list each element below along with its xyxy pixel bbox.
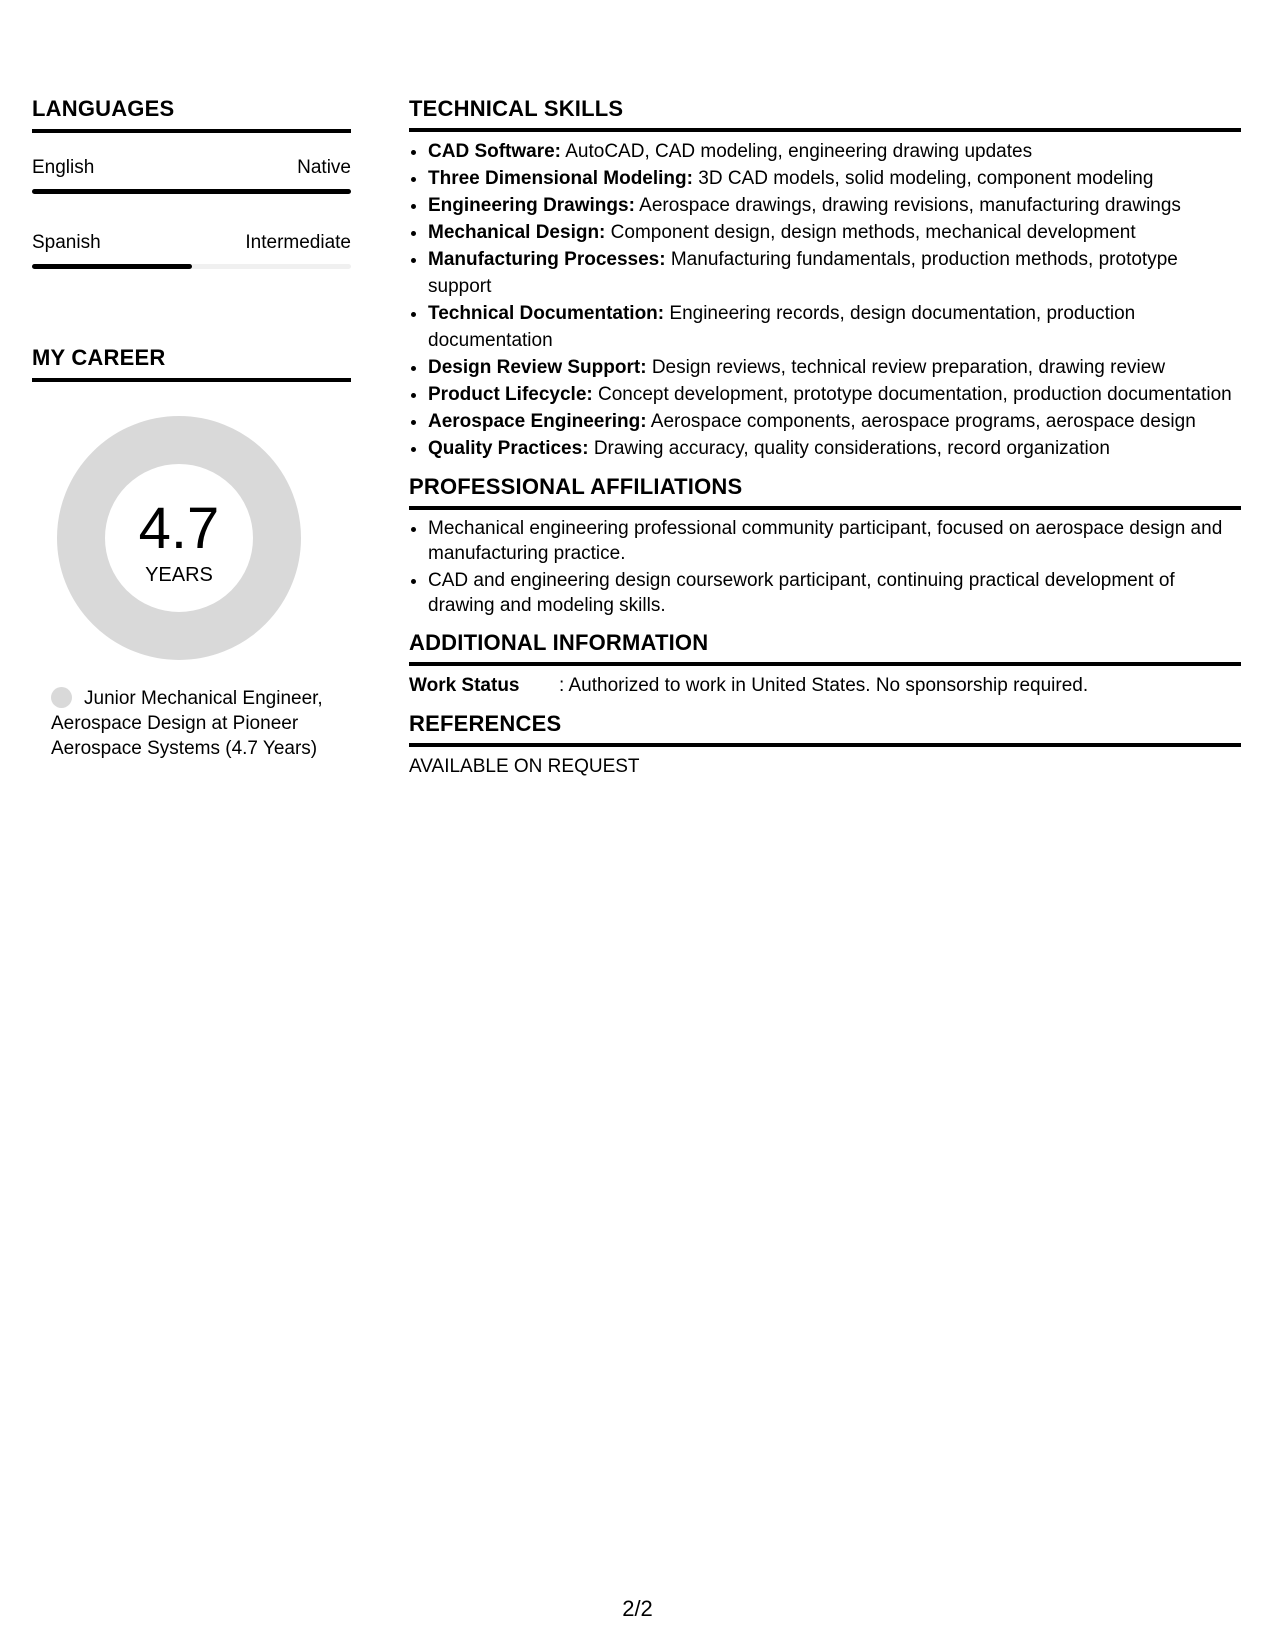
references-text: AVAILABLE ON REQUEST [409,756,640,777]
language-proficiency-bar [32,264,351,269]
list-item [428,246,1241,300]
references-section [409,711,1241,778]
technical-skills-section [409,96,1241,462]
skill-text: Concept development, prototype documentation, production documentation [598,384,1232,405]
list-item: • CAD and engineering design coursework participant, continuing practical development of drawing and modeling skills. [428,568,1241,618]
references-title: REFERENCES [409,711,1241,747]
skill-text: 3D CAD models, solid modeling, component modeling [698,168,1154,189]
language-name: English [32,157,95,178]
language-level: Native [297,157,351,178]
work-status-label: Work Status [409,675,520,696]
legend-swatch [51,687,72,708]
technical-skills-title: TECHNICAL SKILLS [409,96,1241,132]
skill-label: Technical Documentation: [428,303,665,324]
skill-text: Aerospace components, aerospace programs, aerospace design [650,411,1196,432]
right-column [409,96,1241,790]
career-total-years: 4.7 [138,496,220,561]
language-item-spanish [32,232,351,269]
skill-label: Product Lifecycle: [428,384,593,405]
skill-text: Aerospace drawings, drawing revisions, manufacturing drawings [639,195,1181,216]
skill-text: AutoCAD, CAD modeling, engineering drawing updates [565,141,1033,162]
career-legend [51,686,331,761]
work-status-row [409,673,1241,699]
technical-skills-list [409,138,1241,462]
list-item [428,219,1241,246]
language-level: Intermediate [245,232,351,253]
affiliations-title: PROFESSIONAL AFFILIATIONS [409,474,1241,510]
skill-text: Engineering records, design documentation, production documentation [428,303,1136,351]
language-item-english [32,157,351,194]
career-donut-chart [57,416,301,660]
skill-text: Manufacturing fundamentals, production methods, prototype support [428,249,1178,297]
skill-label: Engineering Drawings: [428,195,635,216]
list-item [428,354,1241,381]
list-item [428,138,1241,165]
skill-label: Mechanical Design: [428,222,606,243]
list-item [428,300,1241,354]
list-item [428,408,1241,435]
languages-section [32,96,351,269]
career-section [32,345,351,761]
page-number: 2/2 [622,1596,653,1621]
work-status-value: : Authorized to work in United States. No sponsorship required. [559,675,1089,696]
list-item [428,381,1241,408]
skill-label: Design Review Support: [428,357,647,378]
language-proficiency-fill [32,264,192,269]
skill-text: Drawing accuracy, quality considerations, record organization [593,438,1110,459]
skill-label: Quality Practices: [428,438,589,459]
language-name: Spanish [32,232,101,253]
list-item [428,192,1241,219]
additional-info-section [409,630,1241,699]
skill-label: Three Dimensional Modeling: [428,168,693,189]
languages-title: LANGUAGES [32,96,351,133]
affiliations-list [409,516,1241,618]
list-item [428,435,1241,462]
skill-label: Aerospace Engineering: [428,411,647,432]
skill-label: Manufacturing Processes: [428,249,666,270]
legend-label: Junior Mechanical Engineer, Aerospace Design at Pioneer Aerospace Systems (4.7 Years) [51,688,323,759]
language-proficiency-fill [32,189,351,194]
skill-label: CAD Software: [428,141,562,162]
affiliations-section [409,474,1241,618]
left-column [32,96,351,761]
skill-text: Component design, design methods, mechanical development [610,222,1136,243]
list-item [428,165,1241,192]
language-proficiency-bar [32,189,351,194]
career-total-unit: YEARS [145,564,213,586]
list-item: • Mechanical engineering professional community participant, focused on aerospace design and manufacturing practice. [428,516,1241,566]
skill-text: Design reviews, technical review preparation, drawing review [651,357,1166,378]
career-title: MY CAREER [32,345,351,382]
additional-info-title: ADDITIONAL INFORMATION [409,630,1241,666]
